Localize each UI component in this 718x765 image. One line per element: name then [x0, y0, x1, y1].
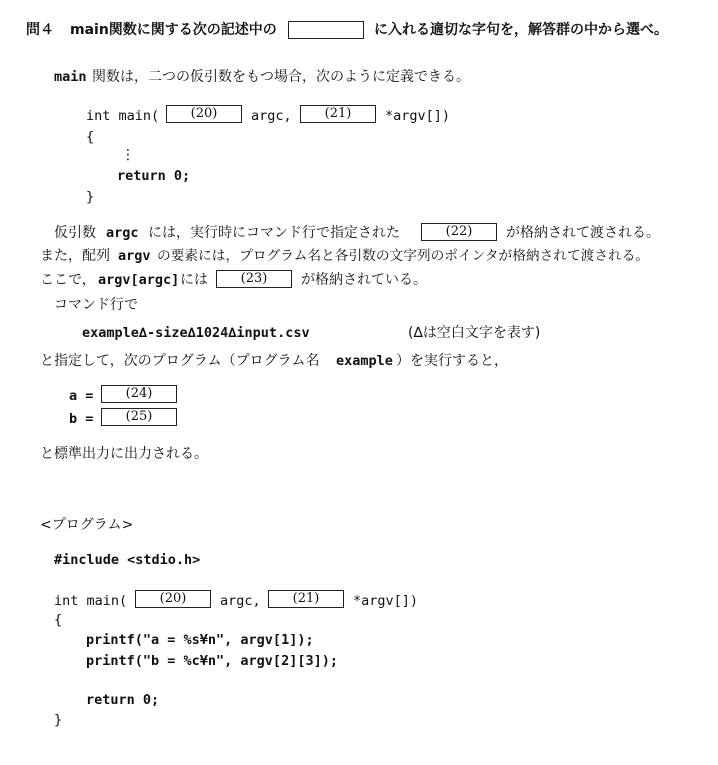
def-open-brace: {: [86, 129, 95, 145]
command-note: (∆は空白文字を表す): [408, 325, 541, 341]
def-blank-20: (20): [166, 105, 242, 123]
program-printf-1: printf("a = %s¥n", argv[1]);: [86, 632, 314, 648]
program-line1-end: *argv[]): [353, 593, 419, 609]
para-l3-a: ここで，: [40, 272, 96, 288]
intro-text: 関数は，二つの仮引数をもつ場合，次のように定義できる。: [92, 69, 470, 85]
def-line1-mid: argc,: [251, 108, 292, 124]
program-return: return 0;: [86, 692, 160, 708]
question-prefix: main関数に関する次の記述中の: [70, 22, 277, 38]
para-blank-23: (23): [216, 270, 292, 288]
para-l1-a: 仮引数: [54, 225, 96, 241]
def-blank-21: (21): [300, 105, 376, 123]
question-suffix: に入れる適切な字句を，解答群の中から選べ。: [374, 22, 668, 38]
program-include: #include <stdio.h>: [54, 552, 201, 568]
output-blank-24: (24): [101, 385, 177, 403]
para-l1-b: には，実行時にコマンド行で指定された: [148, 225, 400, 241]
para-l2-code-argv: argv: [118, 248, 151, 264]
program-heading: <プログラム>: [40, 517, 134, 533]
program-line1-start: int main(: [54, 593, 128, 609]
para-l1-code-argc: argc: [106, 225, 139, 241]
program-line1-mid: argc,: [220, 593, 261, 609]
def-return: return 0;: [117, 168, 191, 184]
para-blank-22: (22): [421, 223, 497, 241]
output-trailer: と標準出力に出力される。: [40, 446, 208, 462]
def-line1-start: int main(: [86, 108, 160, 124]
para-l3-code-argv-argc: argv[argc]: [98, 272, 180, 288]
output-b-label: b =: [69, 411, 94, 427]
def-close-brace: }: [86, 189, 95, 205]
def-line1-end: *argv[]): [385, 108, 451, 124]
program-open-brace: {: [54, 612, 63, 628]
command-line: example∆-size∆1024∆input.csv: [82, 325, 310, 341]
output-blank-25: (25): [101, 408, 177, 426]
def-ellipsis: ⋮: [121, 147, 135, 163]
para-l3-c: が格納されている。: [301, 272, 427, 288]
intro-code-main: main: [54, 69, 87, 85]
para-l1-c: が格納されて渡される。: [506, 225, 660, 241]
command-after-a: と指定して，次のプログラム（プログラム名: [40, 353, 320, 369]
para-l2-a: また，配列: [40, 248, 110, 264]
para-l3-b: には: [180, 272, 208, 288]
question-number: 問４: [26, 22, 54, 38]
program-printf-2: printf("b = %c¥n", argv[2][3]);: [86, 653, 338, 669]
command-label: コマンド行で: [54, 297, 138, 313]
program-blank-20: (20): [135, 590, 211, 608]
command-after-code: example: [336, 353, 393, 369]
para-l2-b: の要素には，プログラム名と各引数の文字列のポインタが格納されて渡される。: [157, 248, 650, 264]
output-a-label: a =: [69, 388, 94, 404]
program-blank-21: (21): [268, 590, 344, 608]
question-blank-box: [288, 21, 364, 39]
program-close-brace: }: [54, 712, 63, 728]
command-after-b: ）を実行すると，: [396, 353, 508, 369]
